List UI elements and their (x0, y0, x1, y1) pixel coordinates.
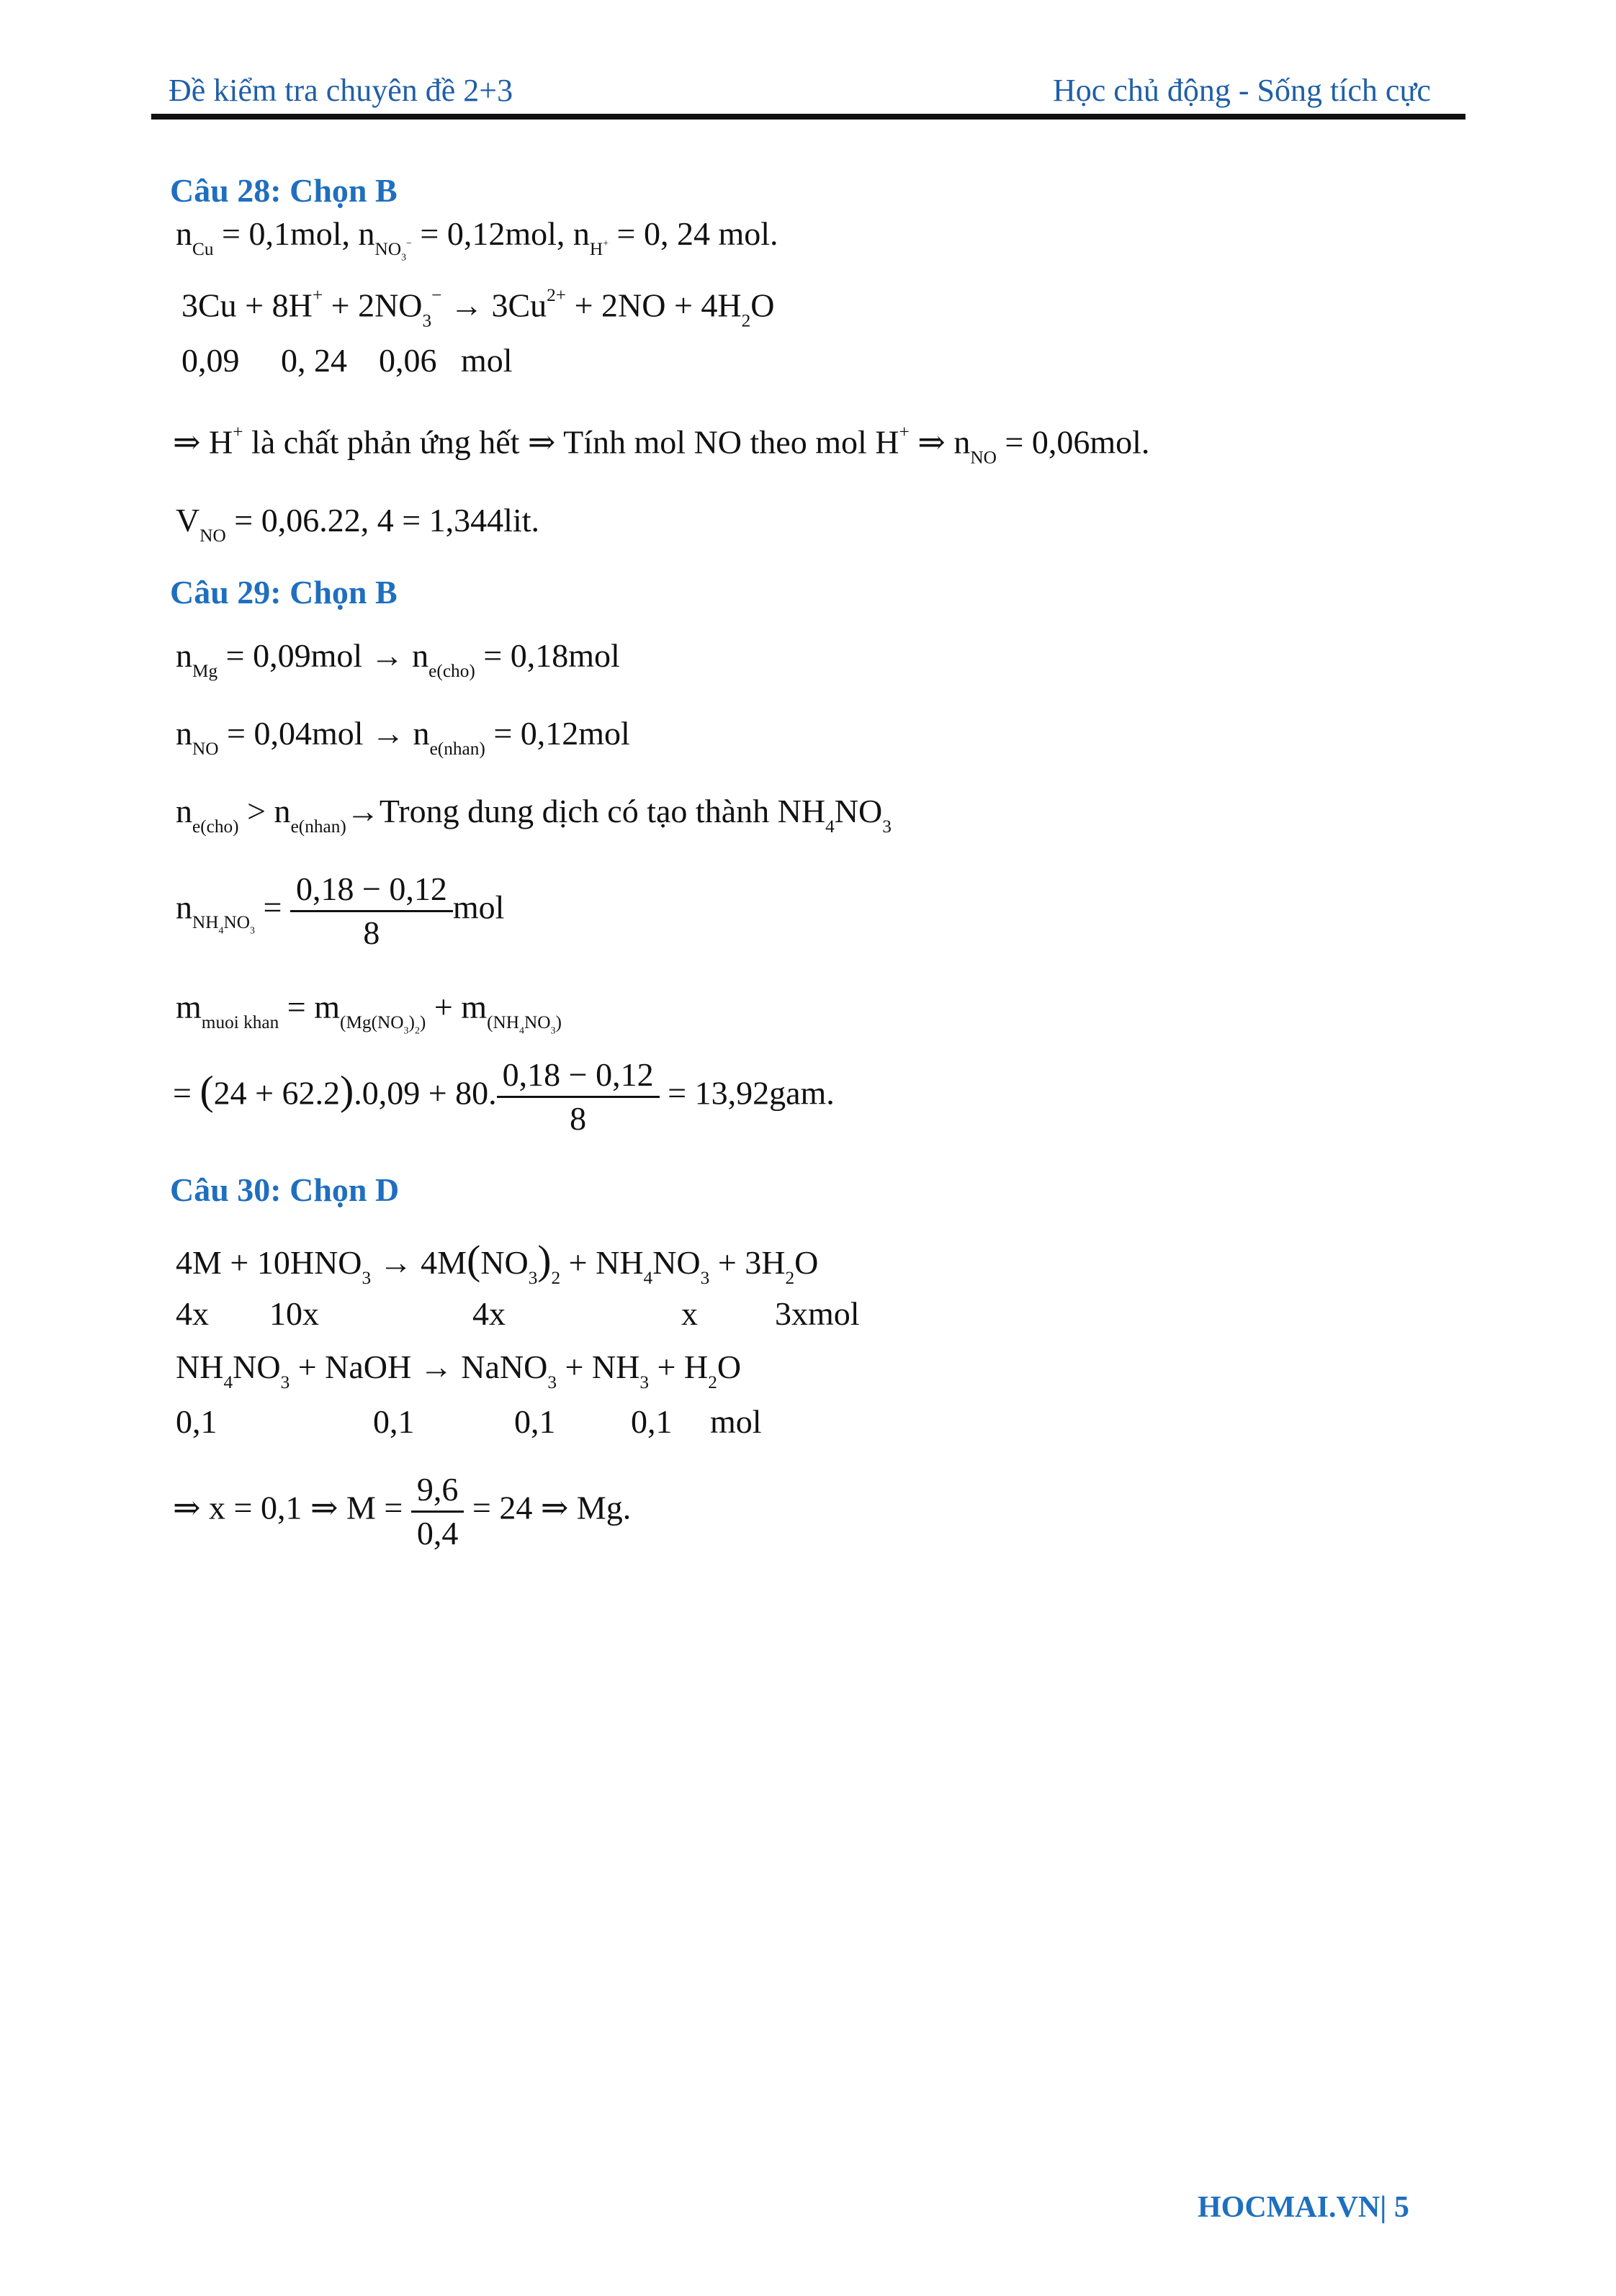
q29-line4: $n_{NH_4NO_3}$ = $\frac{0,18 - 0,12}{8}$ mol (176, 868, 504, 953)
q29-fraction-2: $\frac{0,18 - 0,12}{8}$ (497, 1054, 660, 1139)
q29-line1: $n_{Mg} = 0,09mol \to n_{e(cho)} = 0,18mol$ (176, 637, 620, 681)
q29-line5: $m_{muoi khan} = m_{(Mg(NO_3)_2)} + m_{(NH_4NO_3)}$ (176, 989, 562, 1037)
q30-equation-2: $NH_4NO_3$ + NaOH → NaNO$_3$ + $NH_3 + H_2O$ (176, 1349, 742, 1392)
q28-conclusion: ⇒ H+ là chất phản ứng hết ⇒ Tính mol NO theo mol H+ ⇒ $n_{NO} = 0,06mol$. (173, 422, 1150, 468)
q29-fraction-1: $\frac{0,18 - 0,12}{8}$ (290, 868, 453, 953)
header-left: Đề kiểm tra chuyên đề 2+3 (169, 73, 513, 108)
q30-conclusion: ⇒ x = 0,1 ⇒ M = $\frac{9,6}{0,4}$ = 24 ⇒ Mg. (173, 1469, 631, 1554)
q30-moles-1: 4x 10x 4x x 3xmol (176, 1295, 860, 1332)
q30-equation-1: $4M + 10HNO_3 \to 4M(NO_3)_2 + NH_4NO_3 + 3H_2O$ (176, 1238, 819, 1288)
q28-moles: 0,09 0, 24 0,06 mol (181, 342, 513, 379)
q30-fraction: $\frac{9,6}{0,4}$ (411, 1469, 464, 1554)
q28-volume: $V_{NO} = 0,06.22$, 4 = 1,344lit. (176, 502, 540, 546)
header-rule (151, 114, 1465, 120)
q30-title: Câu 30: Chọn D (170, 1171, 400, 1208)
q30-moles-2: 0,1 0,1 0,1 0,1 mol (176, 1403, 762, 1440)
q29-line3: $n_{e(cho)}$ > $n_{e(nhan)}\to Trong$ dung dịch có tạo thành $NH_4NO_3$ (176, 793, 892, 837)
q29-title: Câu 29: Chọn B (170, 574, 398, 611)
q28-equation: $3Cu + 8H^+ + 2NO_3^- \to 3Cu^{2+} + 2NO + 4H_2O$ (181, 285, 775, 331)
q29-line6: = (24 + 62.2).0,09 + 80. $\frac{0,18 - 0,12}{8}$ = 13,92gam. (173, 1054, 835, 1139)
q29-line2: $n_{NO} = 0,04mol \to n_{e(nhan)} = 0,12mol$ (176, 715, 630, 759)
header-right: Học chủ động - Sống tích cực (1053, 73, 1431, 108)
q28-title: Câu 28: Chọn B (170, 172, 398, 209)
q28-line1: $n_{Cu} = 0,1mol$, $n_{NO_3^-} = 0,12mol$, $n_{H^+} = 0$, 24 mol. (176, 215, 778, 264)
footer-page-label: HOCMAI.VN| 5 (1198, 2191, 1409, 2224)
